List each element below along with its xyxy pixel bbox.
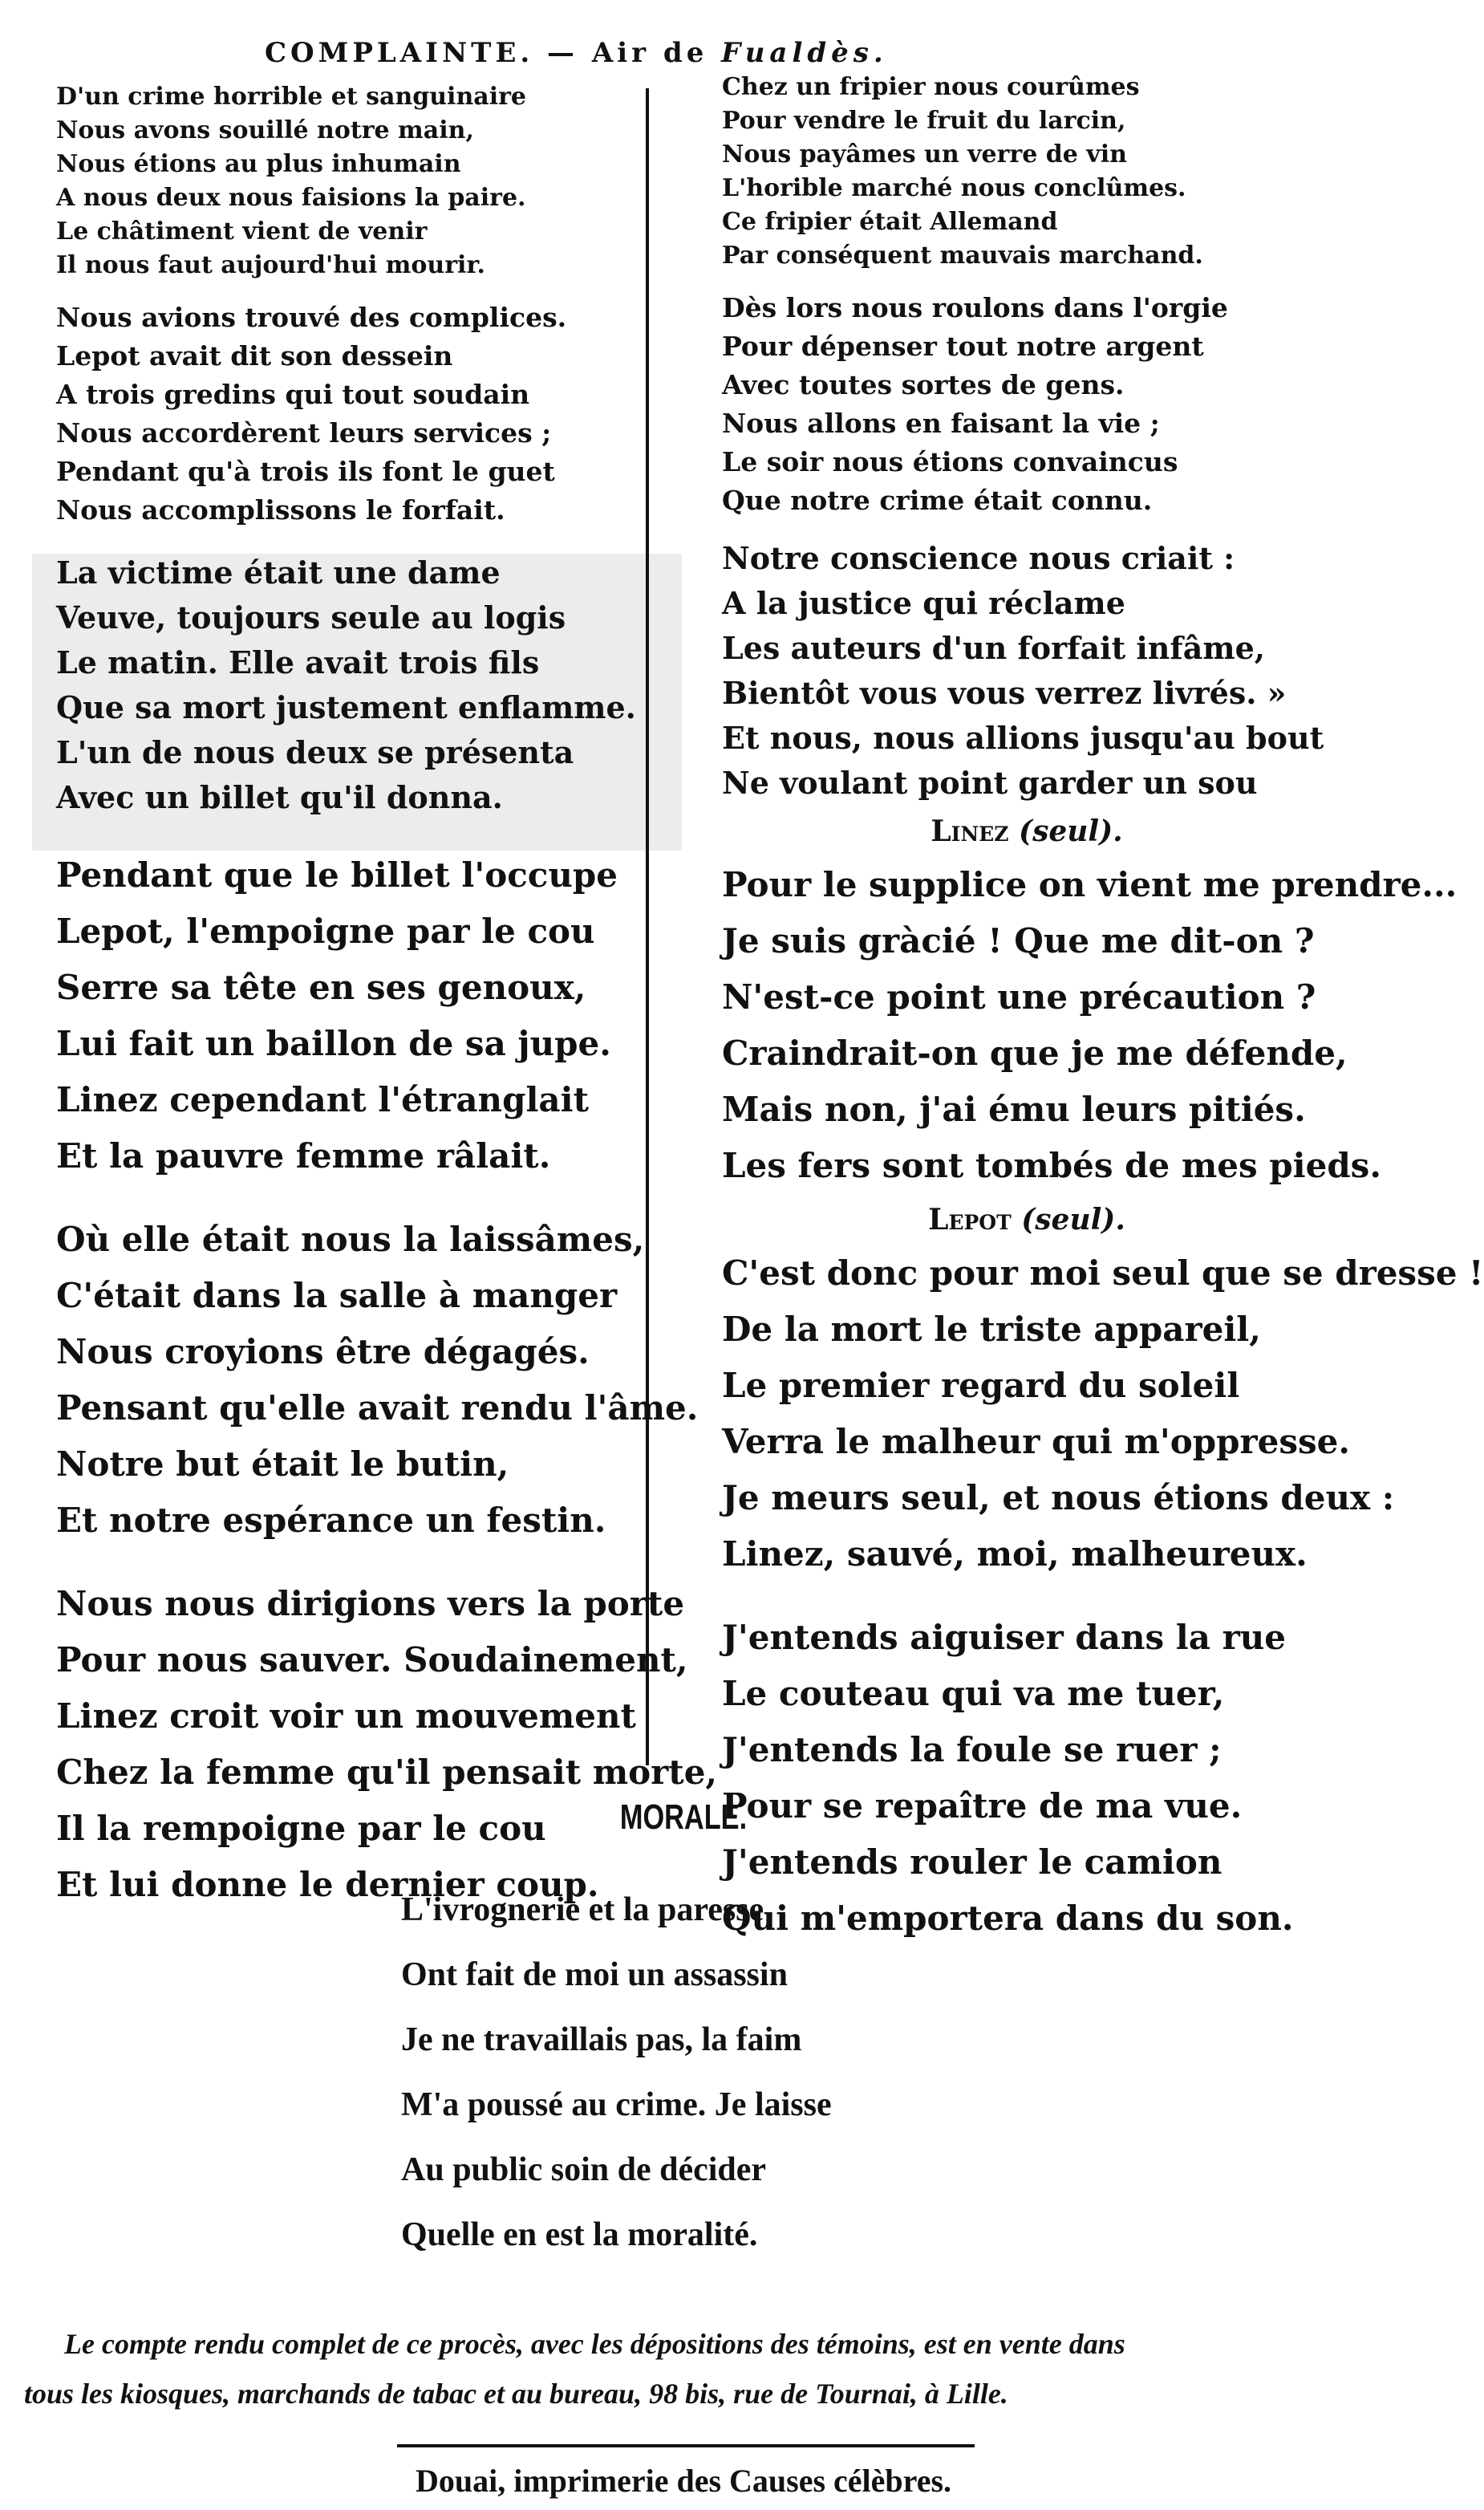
verse-line: De la mort le triste appareil,: [722, 1310, 1261, 1349]
verse-line: Le couteau qui va me tuer,: [722, 1674, 1225, 1713]
verse-line: Pensant qu'elle avait rendu l'âme.: [56, 1388, 699, 1428]
speaker-note: (seul).: [1021, 1203, 1125, 1237]
verse-line: Pendant qu'à trois ils font le guet: [56, 456, 555, 487]
verse-line: Ce fripier était Allemand: [722, 208, 1058, 236]
verse-line: Et nous, nous allions jusqu'au bout: [722, 720, 1324, 756]
verse-line: Lepot avait dit son dessein: [56, 340, 453, 372]
verse-line: Que sa mort justement enflamme.: [56, 689, 636, 725]
air-name: Fualdès.: [721, 37, 888, 69]
right-column: [722, 71, 1484, 1947]
verse-line: Qui m'emportera dans du son.: [722, 1899, 1294, 1938]
verse-line: N'est-ce point une précaution ?: [722, 977, 1316, 1017]
verse-line: Lepot, l'empoigne par le cou: [56, 912, 595, 951]
verse-line: Ont fait de moi un assassin: [401, 1956, 788, 1993]
stanza-left-1: [56, 80, 666, 282]
verse-line: Pour vendre le fruit du larcin,: [722, 107, 1126, 135]
notice-line-2: tous les kiosques, marchands de tabac et au bureau, 98 bis, rue de Tournai, à Lille.: [24, 2378, 1008, 2410]
stanza-lepot: [722, 1245, 1484, 1582]
page-title: [265, 37, 1083, 69]
verse-line: Que notre crime était connu.: [722, 485, 1153, 516]
verse-line: Dès lors nous roulons dans l'orgie: [722, 292, 1228, 323]
verse-line: Le matin. Elle avait trois fils: [56, 644, 540, 680]
verse-line: Les fers sont tombés de mes pieds.: [722, 1146, 1381, 1185]
verse-line: Linez cependant l'étranglait: [56, 1080, 589, 1119]
verse-line: Veuve, toujours seule au logis: [56, 599, 566, 636]
verse-line: Et lui donne le dernier coup.: [56, 1865, 599, 1904]
verse-line: Pour nous sauver. Soudainement,: [56, 1640, 688, 1679]
verse-line: L'ivrognerie et la paresse: [401, 1891, 764, 1928]
stanza-left-4: [56, 847, 666, 1184]
verse-line: Verra le malheur qui m'oppresse.: [722, 1422, 1351, 1461]
verse-line: Et notre espérance un festin.: [56, 1501, 606, 1540]
verse-line: Par conséquent mauvais marchand.: [722, 242, 1203, 270]
verse-line: Le châtiment vient de venir: [56, 217, 428, 246]
verse-line: L'un de nous deux se présenta: [56, 734, 574, 770]
stanza-right-1: [722, 71, 1332, 273]
stanza-linez: [722, 857, 1458, 1194]
verse-line: Linez, sauvé, moi, malheureux.: [722, 1534, 1308, 1574]
verse-line: Nous nous dirigions vers la porte: [56, 1584, 685, 1623]
verse-line: C'était dans la salle à manger: [56, 1276, 618, 1315]
printer-imprint: Douai, imprimerie des Causes célèbres.: [415, 2463, 952, 2499]
verse-line: M'a poussé au crime. Je laisse: [401, 2086, 832, 2123]
verse-line: Nous payâmes un verre de vin: [722, 140, 1127, 169]
verse-line: Nous avions trouvé des complices.: [56, 302, 567, 333]
verse-line: Et la pauvre femme râlait.: [56, 1136, 551, 1176]
verse-line: Pendant que le billet l'occupe: [56, 855, 618, 895]
verse-line: Ne voulant point garder un sou: [722, 765, 1258, 801]
verse-line: Le soir nous étions convaincus: [722, 446, 1178, 477]
verse-line: D'un crime horrible et sanguinaire: [56, 83, 526, 111]
verse-line: Il la rempoigne par le cou: [56, 1809, 546, 1848]
verse-line: Au public soin de décider: [401, 2151, 767, 2188]
speaker-name: Lepot: [928, 1203, 1012, 1237]
title-text: COMPLAINTE. — Air de: [265, 37, 708, 69]
footer-rule: [397, 2444, 975, 2447]
verse-line: Serre sa tête en ses genoux,: [56, 968, 586, 1007]
verse-line: A la justice qui réclame: [722, 585, 1125, 621]
morale-title: MORALE.: [619, 1797, 748, 1837]
stanza-right-2: [722, 289, 1332, 520]
verse-line: Nous avons souillé notre main,: [56, 116, 474, 144]
verse-line: Le premier regard du soleil: [722, 1366, 1240, 1405]
verse-line: Craindrait-on que je me défende,: [722, 1034, 1348, 1073]
verse-line: L'horible marché nous conclûmes.: [722, 174, 1186, 202]
verse-line: Avec un billet qu'il donna.: [56, 779, 503, 815]
verse-line: J'entends aiguiser dans la rue: [722, 1618, 1286, 1657]
verse-line: A nous deux nous faisions la paire.: [56, 184, 526, 212]
verse-line: J'entends la foule se ruer ;: [722, 1730, 1222, 1769]
verse-line: Je ne travaillais pas, la faim: [401, 2021, 802, 2058]
verse-line: Lui fait un baillon de sa jupe.: [56, 1024, 611, 1063]
speaker-lepot: [722, 1194, 1332, 1245]
verse-line: Nous accomplissons le forfait.: [56, 494, 505, 526]
verse-line: Linez croit voir un mouvement: [56, 1696, 636, 1736]
verse-line: Je suis gràcié ! Que me dit-on ?: [722, 921, 1315, 961]
verse-line: Chez un fripier nous courûmes: [722, 73, 1140, 101]
stanza-left-3: [56, 550, 666, 820]
verse-line: Nous accordèrent leurs services ;: [56, 417, 552, 449]
verse-line: Pour se repaître de ma vue.: [722, 1786, 1243, 1826]
stanza-left-2: [56, 299, 666, 530]
verse-line: La victime était une dame: [56, 554, 501, 591]
stanza-left-5: [56, 1212, 699, 1549]
verse-line: Avec toutes sortes de gens.: [722, 369, 1125, 400]
verse-line: A trois gredins qui tout soudain: [56, 379, 530, 410]
notice-line-1: Le compte rendu complet de ce procès, avec les dépositions des témoins, est en vente dans: [64, 2328, 1125, 2360]
verse-line: Notre but était le butin,: [56, 1444, 509, 1484]
verse-line: Notre conscience nous criait :: [722, 540, 1235, 576]
morale-stanza: [401, 1878, 1011, 2268]
speaker-linez: [722, 806, 1332, 857]
sales-notice: [24, 2319, 1348, 2419]
verse-line: Où elle était nous la laissâmes,: [56, 1220, 645, 1259]
verse-line: J'entends rouler le camion: [722, 1842, 1222, 1882]
speaker-note: (seul).: [1019, 814, 1123, 848]
verse-line: Nous croyions être dégagés.: [56, 1332, 590, 1371]
verse-line: Il nous faut aujourd'hui mourir.: [56, 251, 485, 279]
verse-line: Quelle en est la moralité.: [401, 2216, 758, 2253]
verse-line: Bientôt vous vous verrez livrés. »: [722, 675, 1287, 711]
verse-line: C'est donc pour moi seul que se dresse !: [722, 1253, 1484, 1293]
stanza-right-3: [722, 536, 1332, 806]
speaker-name: Linez: [931, 814, 1009, 848]
verse-line: Nous étions au plus inhumain: [56, 150, 461, 178]
verse-line: Je meurs seul, et nous étions deux :: [722, 1478, 1395, 1517]
verse-line: Nous allons en faisant la vie ;: [722, 408, 1160, 439]
verse-line: Pour dépenser tout notre argent: [722, 331, 1204, 362]
verse-line: Mais non, j'ai ému leurs pitiés.: [722, 1090, 1306, 1129]
verse-line: Les auteurs d'un forfait infâme,: [722, 630, 1266, 666]
verse-line: Pour le supplice on vient me prendre...: [722, 865, 1458, 904]
verse-line: Chez la femme qu'il pensait morte,: [56, 1753, 718, 1792]
